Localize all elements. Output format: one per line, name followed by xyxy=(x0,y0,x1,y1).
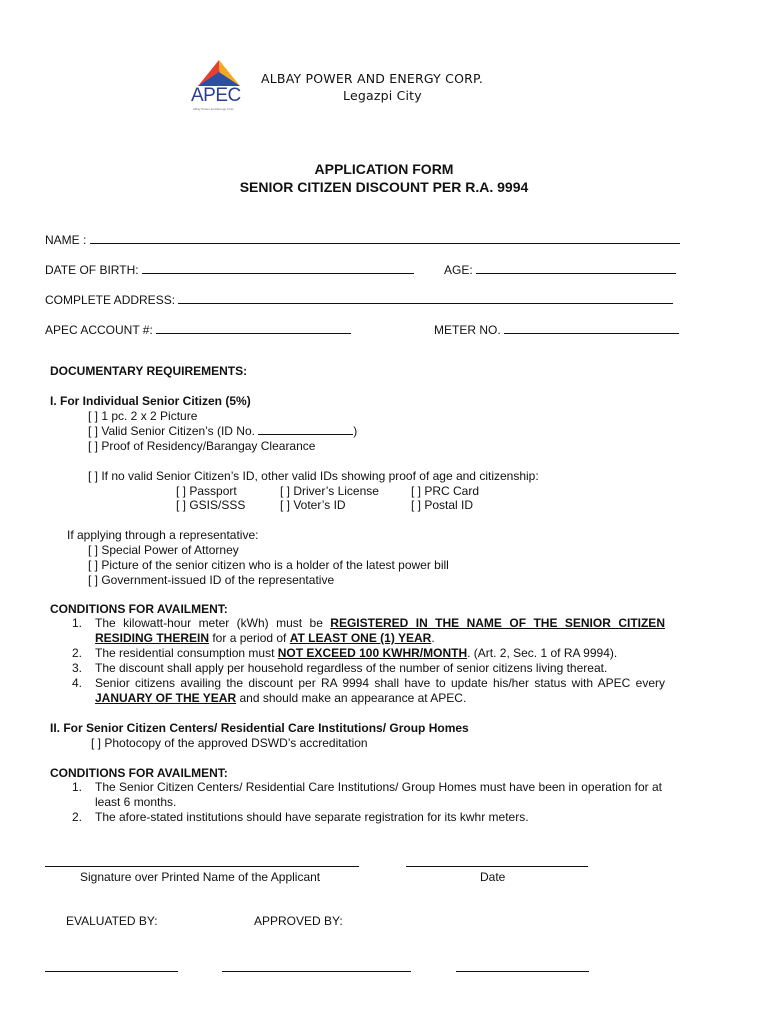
req-item-senior-id-close: ) xyxy=(353,424,358,438)
apec-logo-text: APEC xyxy=(191,85,241,106)
rep-item-gov-id[interactable]: [ ] Government-issued ID of the representative xyxy=(88,573,335,587)
id-option-gsis-sss[interactable]: [ ] GSIS/SSS xyxy=(176,498,246,512)
req-item-senior-id-label: [ ] Valid Senior Citizen’s (ID No. xyxy=(88,424,255,438)
dob-line[interactable] xyxy=(142,262,414,274)
approved-by-label: APPROVED BY: xyxy=(254,914,343,928)
account-label: APEC ACCOUNT #: xyxy=(45,323,153,337)
condition1-3-number: 3. xyxy=(72,661,83,675)
company-city: Legazpi City xyxy=(343,88,422,103)
condition1-1-emphasis: REGISTERED IN THE NAME OF THE SENIOR CITIZEN RESIDING THEREIN xyxy=(95,616,665,645)
rep-item-picture[interactable]: [ ] Picture of the senior citizen who is a holder of the latest power bill xyxy=(88,558,449,572)
condition1-4-emphasis: JANUARY OF THE YEAR xyxy=(95,691,237,705)
id-option-postal-id[interactable]: [ ] Postal ID xyxy=(411,498,474,512)
id-option-prc-card[interactable]: [ ] PRC Card xyxy=(411,484,480,498)
rep-item-spa[interactable]: [ ] Special Power of Attorney xyxy=(88,543,239,557)
address-field[interactable] xyxy=(45,292,673,307)
form-title: APPLICATION FORM xyxy=(314,161,454,177)
date-line[interactable] xyxy=(406,866,588,867)
name-line[interactable] xyxy=(90,232,680,244)
id-option-passport[interactable]: [ ] Passport xyxy=(176,484,237,498)
condition1-1: The kilowatt-hour meter (kWh) must be REGISTERED IN THE NAME OF THE SENIOR CITIZEN RESIDING THEREIN for a period of AT LEAST ONE (1) YEAR. xyxy=(95,616,665,645)
condition1-4-number: 4. xyxy=(72,676,83,690)
apec-logo xyxy=(190,58,248,120)
section2-item-dswd[interactable]: [ ] Photocopy of the approved DSWD’s accreditation xyxy=(91,736,368,750)
section1-heading: I. For Individual Senior Citizen (5%) xyxy=(50,394,251,408)
age-field[interactable] xyxy=(444,262,676,277)
id-option-drivers-license[interactable]: [ ] Driver’s License xyxy=(280,484,379,498)
applicant-signature-line[interactable] xyxy=(45,866,359,867)
condition1-4: Senior citizens availing the discount per RA 9994 shall have to update his/her status with APEC every JANUARY OF THE YEAR and should make an appearance at APEC. xyxy=(95,676,665,705)
name-label: NAME : xyxy=(45,233,87,247)
account-field[interactable] xyxy=(45,322,351,337)
condition1-2: The residential consumption must NOT EXCEED 100 KWHR/MONTH. (Art. 2, Sec. 1 of RA 9994). xyxy=(95,646,618,660)
third-signature-line[interactable] xyxy=(456,971,589,972)
condition2-1-number: 1. xyxy=(72,780,83,794)
company-name: ALBAY POWER AND ENERGY CORP. xyxy=(261,71,483,86)
req-item-no-valid-id[interactable]: [ ] If no valid Senior Citizen’s ID, other valid IDs showing proof of age and citizenship: xyxy=(88,469,539,483)
condition1-3: The discount shall apply per household regardless of the number of senior citizens living thereat. xyxy=(95,661,608,675)
senior-id-number-line[interactable] xyxy=(258,424,353,435)
id-option-voters-id[interactable]: [ ] Voter’s ID xyxy=(280,498,346,512)
condition1-1-number: 1. xyxy=(72,616,83,630)
applicant-signature-label: Signature over Printed Name of the Applicant xyxy=(80,870,321,884)
evaluated-by-label: EVALUATED BY: xyxy=(66,914,158,928)
condition2-2-number: 2. xyxy=(72,810,83,824)
address-label: COMPLETE ADDRESS: xyxy=(45,293,176,307)
evaluator-signature-line[interactable] xyxy=(45,971,178,972)
name-field[interactable] xyxy=(45,232,680,247)
account-line[interactable] xyxy=(156,322,351,334)
age-label: AGE: xyxy=(444,263,473,277)
form-subtitle: SENIOR CITIZEN DISCOUNT PER R.A. 9994 xyxy=(239,179,529,195)
condition1-2-emphasis: NOT EXCEED 100 KWHR/MONTH xyxy=(277,646,468,660)
section2-heading: II. For Senior Citizen Centers/ Residential Care Institutions/ Group Homes xyxy=(50,721,469,735)
dob-label: DATE OF BIRTH: xyxy=(45,263,139,277)
approver-signature-line[interactable] xyxy=(222,971,411,972)
doc-req-heading: DOCUMENTARY REQUIREMENTS: xyxy=(50,364,248,378)
dob-field[interactable] xyxy=(45,262,414,277)
meter-label: METER NO. xyxy=(434,323,501,337)
condition2-2: The afore-stated institutions should have separate registration for its kwhr meters. xyxy=(95,810,529,824)
date-label: Date xyxy=(480,870,506,884)
req-item-picture[interactable]: [ ] 1 pc. 2 x 2 Picture xyxy=(88,409,198,423)
req-item-residency[interactable]: [ ] Proof of Residency/Barangay Clearance xyxy=(88,439,316,453)
req-item-senior-id[interactable] xyxy=(88,424,357,438)
meter-line[interactable] xyxy=(504,322,679,334)
condition2-1: The Senior Citizen Centers/ Residential Care Institutions/ Group Homes must have been in operation for at least 6 months. xyxy=(95,780,662,809)
age-line[interactable] xyxy=(476,262,676,274)
conditions1-heading: CONDITIONS FOR AVAILMENT: xyxy=(50,602,228,616)
meter-field[interactable] xyxy=(434,322,679,337)
apec-logo-tagline: Albay Power and Energy Corp. xyxy=(193,107,235,111)
address-line[interactable] xyxy=(178,292,673,304)
representative-heading: If applying through a representative: xyxy=(67,528,259,542)
condition1-1-period: AT LEAST ONE (1) YEAR xyxy=(289,631,432,645)
condition1-2-number: 2. xyxy=(72,646,83,660)
conditions2-heading: CONDITIONS FOR AVAILMENT: xyxy=(50,766,228,780)
